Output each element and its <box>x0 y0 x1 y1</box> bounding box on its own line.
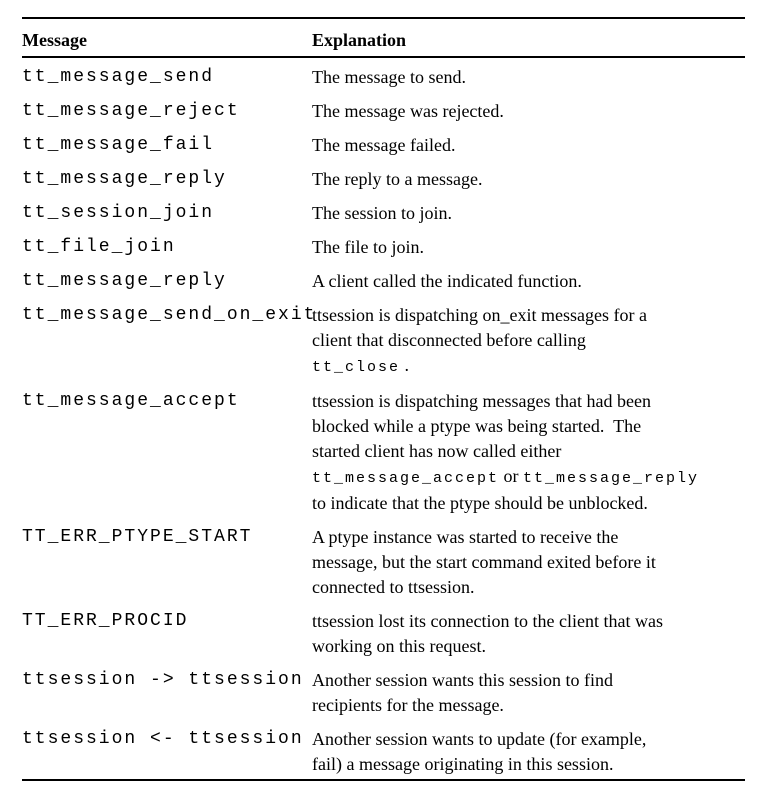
text-run: connected to ttsession. <box>312 577 475 597</box>
text-run: to indicate that the ptype should be unblocked. <box>312 493 648 513</box>
explanation-cell <box>312 296 745 382</box>
explanation-cell <box>312 518 745 602</box>
table-header <box>22 18 745 57</box>
message-cell: tt_session_join <box>22 203 215 223</box>
text-run: The session to join. <box>312 203 452 223</box>
text-run: . <box>400 355 410 375</box>
table-row <box>22 661 745 720</box>
table-row <box>22 126 745 160</box>
text-run: The message to send. <box>312 67 466 87</box>
explanation-cell <box>312 92 745 126</box>
text-run: ttsession is dispatching messages that had been <box>312 391 651 411</box>
text-run: The message failed. <box>312 135 456 155</box>
table-row <box>22 720 745 780</box>
text-run: ttsession is dispatching on_exit messages for a <box>312 305 647 325</box>
inline-code: tt_close <box>312 359 401 376</box>
text-run: fail) a message originating in this session. <box>312 754 614 774</box>
text-run: Another session wants this session to find <box>312 670 613 690</box>
table-row <box>22 92 745 126</box>
text-run: recipients for the message. <box>312 695 504 715</box>
table-row <box>22 262 745 296</box>
message-table <box>22 17 745 781</box>
text-run: client that disconnected before calling <box>312 330 586 350</box>
message-cell: ttsession -> ttsession <box>22 670 304 690</box>
message-cell: TT_ERR_PROCID <box>22 611 189 631</box>
text-run: or <box>499 466 524 486</box>
table-row <box>22 382 745 518</box>
table-row <box>22 194 745 228</box>
text-run: started client has now called either <box>312 441 562 461</box>
text-run: A ptype instance was started to receive the <box>312 527 619 547</box>
explanation-cell <box>312 228 745 262</box>
explanation-cell <box>312 160 745 194</box>
table-row <box>22 602 745 661</box>
table-row <box>22 57 745 92</box>
text-run: Another session wants to update (for example, <box>312 729 647 749</box>
explanation-cell <box>312 262 745 296</box>
text-run: working on this request. <box>312 636 486 656</box>
table-row <box>22 296 745 382</box>
explanation-cell <box>312 661 745 720</box>
text-run: A client called the indicated function. <box>312 271 582 291</box>
table-row <box>22 160 745 194</box>
explanation-cell <box>312 382 745 518</box>
text-run: ttsession lost its connection to the client that was <box>312 611 663 631</box>
message-cell: TT_ERR_PTYPE_START <box>22 527 253 547</box>
column-header-message: Message <box>22 18 312 57</box>
text-run: The message was rejected. <box>312 101 504 121</box>
column-header-explanation: Explanation <box>312 18 745 57</box>
text-run: message, but the start command exited before it <box>312 552 656 572</box>
message-cell: tt_message_accept <box>22 391 240 411</box>
text-run: The reply to a message. <box>312 169 483 189</box>
inline-code: tt_message_reply <box>523 470 700 487</box>
explanation-cell <box>312 126 745 160</box>
message-cell: tt_file_join <box>22 237 176 257</box>
table-body <box>22 57 745 780</box>
text-run: The file to join. <box>312 237 424 257</box>
message-cell: tt_message_fail <box>22 135 215 155</box>
message-cell: tt_message_send_on_exit <box>22 305 317 325</box>
message-cell: tt_message_send <box>22 67 215 87</box>
message-cell: tt_message_reply <box>22 169 227 189</box>
explanation-cell <box>312 57 745 92</box>
table-row <box>22 228 745 262</box>
explanation-cell <box>312 602 745 661</box>
explanation-cell <box>312 194 745 228</box>
inline-code: tt_message_accept <box>312 470 500 487</box>
message-table-section <box>22 17 745 781</box>
explanation-cell <box>312 720 745 780</box>
message-cell: tt_message_reject <box>22 101 240 121</box>
header-row <box>22 18 745 57</box>
table-row <box>22 518 745 602</box>
text-run: blocked while a ptype was being started. The <box>312 416 642 436</box>
message-cell: tt_message_reply <box>22 271 227 291</box>
message-cell: ttsession <- ttsession <box>22 729 304 749</box>
